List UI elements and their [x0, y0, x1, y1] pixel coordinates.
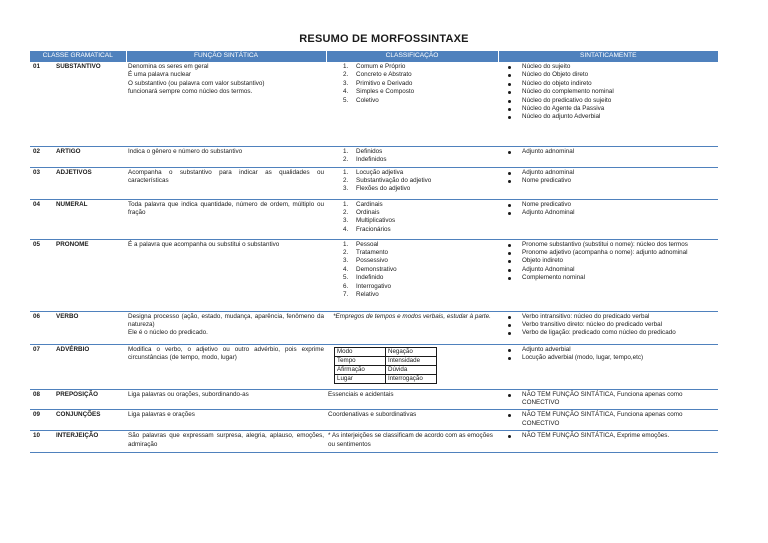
syntax-item: Pronome adjetivo (acompanha o nome): adjunto adnominal [514, 249, 716, 257]
funcao-line: Modifica o verbo, o adjetivo ou outro advérbio, pois exprime circunstâncias (de tempo, modo, lugar) [128, 345, 325, 361]
class-name: ARTIGO [54, 146, 126, 167]
syntax-item: Complemento nominal [514, 274, 716, 282]
syntax-item: Adjunto Adnominal [514, 266, 716, 274]
classification-item: 5. Indefinido [350, 274, 496, 282]
row-number: 01 [30, 62, 54, 146]
class-name: ADJETIVOS [54, 167, 126, 199]
table-row [30, 410, 718, 431]
classificacao-cell [326, 239, 498, 311]
classificacao-cell [326, 431, 498, 453]
header-row [30, 51, 718, 62]
header-classe: CLASSE GRAMATICAL [30, 51, 126, 62]
syntax-item: Núcleo do objeto indireto [514, 80, 716, 88]
classification-list [328, 241, 496, 300]
syntax-list [500, 201, 716, 218]
classification-item: 2. Ordinais [350, 209, 496, 217]
classification-item: 5. Coletivo [350, 97, 496, 105]
classificacao-cell [326, 389, 498, 410]
syntax-list [500, 241, 716, 283]
syntax-item: NÃO TEM FUNÇÃO SINTÁTICA, Exprime emoções. [514, 432, 716, 440]
table-row [30, 146, 718, 167]
adverb-type: Afirmação [335, 365, 386, 374]
sintaticamente-cell [498, 167, 718, 199]
syntax-item: Verbo transitivo direto: núcleo do predicado verbal [514, 321, 716, 329]
funcao-cell [126, 389, 326, 410]
sintaticamente-cell [498, 389, 718, 410]
classification-item: 1. Cardinais [350, 201, 496, 209]
adverb-type: Modo [335, 347, 386, 356]
document-title: RESUMO DE MORFOSSINTAXE [299, 33, 469, 45]
classification-item: 2. Substantivação do adjetivo [350, 177, 496, 185]
syntax-list [500, 411, 716, 428]
verb-note: *Empregos de tempos e modos verbais, estudar à parte. [333, 312, 491, 320]
funcao-line: Liga palavras e orações [128, 411, 195, 419]
syntax-item: Núcleo do Objeto direto [514, 71, 716, 79]
classification-item: 2. Concreto e Abstrato [350, 71, 496, 79]
classificacao-cell [326, 146, 498, 167]
classification-list [328, 63, 496, 105]
classification-text: * As interjeições se classificam de acordo com as emoções ou sentimentos [328, 432, 493, 448]
classificacao-cell [326, 62, 498, 146]
table-row [30, 431, 718, 453]
syntax-list [500, 346, 716, 363]
sintaticamente-cell [498, 239, 718, 311]
classification-item: 1. Comum e Próprio [350, 63, 496, 71]
classification-item: 4. Fracionários [350, 226, 496, 234]
syntax-item: Núcleo do adjunto Adverbial [514, 113, 716, 121]
syntax-item: Adjunto adverbial [514, 346, 716, 354]
classificacao-cell [326, 311, 498, 344]
adverb-row [335, 365, 437, 374]
funcao-cell [126, 167, 326, 199]
sintaticamente-cell [498, 199, 718, 239]
classification-item: 4. Demonstrativo [350, 266, 496, 274]
classification-item: 1. Definidos [350, 148, 496, 156]
morphosyntax-table [30, 51, 718, 453]
classification-list [328, 148, 496, 165]
class-name: ADVÉRBIO [54, 344, 126, 389]
row-number: 06 [30, 311, 54, 344]
syntax-item: Núcleo do Agente da Passiva [514, 105, 716, 113]
table-row [30, 239, 718, 311]
funcao-line: São palavras que expressam surpresa, alegria, aplauso, emoções, admiração [128, 432, 325, 448]
adverb-row [335, 347, 437, 356]
header-classificacao: CLASSIFICAÇÃO [326, 51, 498, 62]
syntax-item: Objeto indireto [514, 257, 716, 265]
classification-item: 3. Flexões do adjetivo [350, 185, 496, 193]
classification-item: 3. Possessivo [350, 257, 496, 265]
syntax-item: Locução adverbial (modo, lugar, tempo,etc) [514, 354, 716, 362]
adverb-circumstance-table [334, 347, 437, 384]
syntax-item: Nome predicativo [514, 177, 716, 185]
adverb-type: Negação [386, 347, 437, 356]
syntax-item: Verbo de ligação: predicado como núcleo do predicado [514, 329, 716, 337]
classification-item: 1. Pessoal [350, 241, 496, 249]
syntax-list [500, 432, 716, 440]
class-name: CONJUNÇÕES [54, 410, 126, 431]
syntax-item: Núcleo do complemento nominal [514, 88, 716, 96]
row-number: 09 [30, 410, 54, 431]
syntax-list [500, 391, 716, 408]
class-name: SUBSTANTIVO [54, 62, 126, 146]
adverb-row [335, 356, 437, 365]
funcao-line: O substantivo (ou palavra com valor substantivo) [128, 79, 265, 87]
table-row [30, 62, 718, 146]
adverb-type: Intensidade [386, 356, 437, 365]
row-number: 02 [30, 146, 54, 167]
syntax-item: NÃO TEM FUNÇÃO SINTÁTICA, Funciona apenas como CONECTIVO [514, 411, 716, 428]
syntax-item: Adjunto adnominal [514, 169, 716, 177]
funcao-cell [126, 344, 326, 389]
row-number: 08 [30, 389, 54, 410]
funcao-cell [126, 431, 326, 453]
row-number: 05 [30, 239, 54, 311]
classification-item: 3. Primitivo e Derivado [350, 80, 496, 88]
funcao-line: Ele é o núcleo do predicado. [128, 329, 208, 337]
sintaticamente-cell [498, 146, 718, 167]
funcao-line: Toda palavra que indica quantidade, número de ordem, múltiplo ou fração [128, 200, 325, 216]
classificacao-cell [326, 410, 498, 431]
funcao-cell [126, 239, 326, 311]
classificacao-cell [326, 344, 498, 389]
sintaticamente-cell [498, 344, 718, 389]
adverb-type: Lugar [335, 374, 386, 383]
classification-item: 2. Indefinidos [350, 156, 496, 164]
classification-item: 7. Relativo [350, 291, 496, 299]
syntax-item: Adjunto adnominal [514, 148, 716, 156]
row-number: 04 [30, 199, 54, 239]
funcao-cell [126, 410, 326, 431]
class-name: PREPOSIÇÃO [54, 389, 126, 410]
table-row [30, 344, 718, 389]
sintaticamente-cell [498, 311, 718, 344]
funcao-line: É a palavra que acompanha ou substitui o substantivo [128, 240, 280, 248]
syntax-item: Núcleo do sujeito [514, 63, 716, 71]
row-number: 10 [30, 431, 54, 453]
funcao-line: funcionará sempre como núcleo dos termos. [128, 88, 253, 96]
classification-text: Coordenativas e subordinativas [328, 411, 417, 419]
sintaticamente-cell [498, 410, 718, 431]
class-name: PRONOME [54, 239, 126, 311]
funcao-line: Designa processo (ação, estado, mudança, aparência, fenômeno da natureza) [128, 312, 325, 328]
row-number: 03 [30, 167, 54, 199]
class-name: INTERJEIÇÃO [54, 431, 126, 453]
funcao-line: Acompanha o substantivo para indicar as qualidades ou características [128, 168, 325, 184]
classification-list [328, 169, 496, 194]
syntax-item: Nome predicativo [514, 201, 716, 209]
funcao-line: É uma palavra nuclear [128, 71, 192, 79]
funcao-cell [126, 62, 326, 146]
funcao-line: Indica o gênero e número do substantivo [128, 147, 243, 155]
sintaticamente-cell [498, 431, 718, 453]
funcao-cell [126, 311, 326, 344]
sintaticamente-cell [498, 62, 718, 146]
adverb-row [335, 374, 437, 383]
syntax-list [500, 313, 716, 338]
syntax-item: Verbo intransitivo: núcleo do predicado verbal [514, 313, 716, 321]
table-row [30, 311, 718, 344]
class-name: VERBO [54, 311, 126, 344]
classificacao-cell [326, 199, 498, 239]
syntax-item: Núcleo do predicativo do sujeito [514, 97, 716, 105]
classification-list [328, 201, 496, 235]
syntax-list [500, 63, 716, 122]
classification-item: 6. Interrogativo [350, 283, 496, 291]
classification-item: 2. Tratamento [350, 249, 496, 257]
funcao-line: Denomina os seres em geral [128, 63, 209, 70]
adverb-type: Dúvida [386, 365, 437, 374]
syntax-list [500, 169, 716, 186]
classification-item: 1. Locução adjetiva [350, 169, 496, 177]
syntax-item: NÃO TEM FUNÇÃO SINTÁTICA, Funciona apenas como CONECTIVO [514, 391, 716, 408]
classification-item: 3. Multiplicativos [350, 217, 496, 225]
funcao-line: Liga palavras ou orações, subordinando-as [128, 390, 249, 398]
row-number: 07 [30, 344, 54, 389]
classification-item: 4. Simples e Composto [350, 88, 496, 96]
table-row [30, 199, 718, 239]
table-row [30, 167, 718, 199]
header-sintaticamente: SINTATICAMENTE [498, 51, 718, 62]
classificacao-cell [326, 167, 498, 199]
funcao-cell [126, 199, 326, 239]
table-row [30, 389, 718, 410]
adverb-type: Tempo [335, 356, 386, 365]
funcao-cell [126, 146, 326, 167]
class-name: NUMERAL [54, 199, 126, 239]
syntax-item: Adjunto Adnominal [514, 209, 716, 217]
syntax-item: Pronome substantivo (substitui o nome): núcleo dos termos [514, 241, 716, 249]
adverb-type: Interrogação [386, 374, 437, 383]
syntax-list [500, 148, 716, 156]
header-funcao: FUNÇÃO SINTÁTICA [126, 51, 326, 62]
classification-text: Essenciais e acidentais [328, 390, 394, 398]
